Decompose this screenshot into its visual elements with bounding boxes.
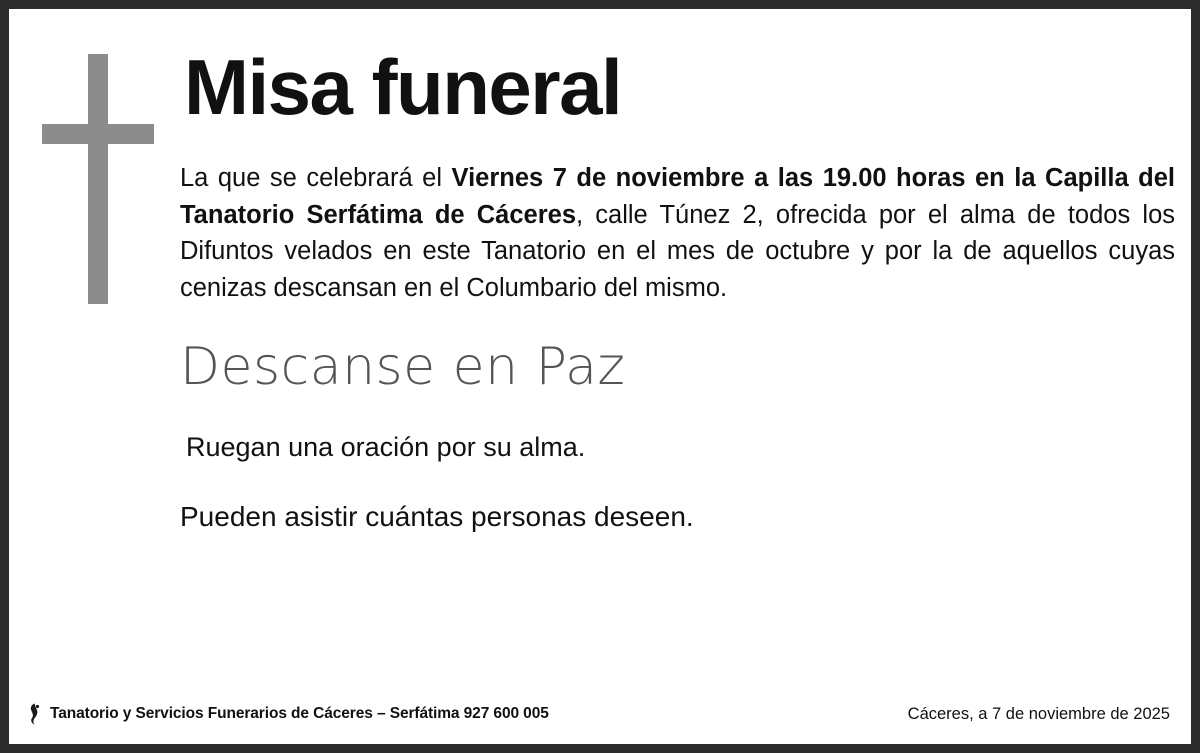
body-segment-plain-1: La que se celebrará el — [180, 164, 452, 192]
prayer-request-text: Ruegan una oración por su alma. — [186, 432, 586, 463]
cross-vertical-bar — [88, 54, 108, 304]
cross-horizontal-bar — [42, 124, 154, 144]
page-title: Misa funeral — [184, 43, 622, 131]
notice-inner-frame — [9, 9, 1191, 744]
notice-body — [180, 160, 1175, 307]
body-segment-bold: Viernes 7 de noviembre a las 19.00 horas en la Capilla del Tanatorio Serfátima de Cáceres — [180, 164, 1175, 229]
footer-company-block — [26, 702, 549, 726]
body-segment-plain-2: , calle Túnez 2, ofrecida por el alma de todos los Difuntos velados en este Tanatorio en el mes de octubre y por la de aquellos cuyas cenizas descansan en el Columbario del mismo. — [180, 200, 1175, 303]
notice-footer — [26, 699, 1170, 729]
footer-place-date: Cáceres, a 7 de noviembre de 2025 — [907, 704, 1170, 723]
cross-icon — [42, 54, 154, 304]
rest-in-peace-text: Descanse en Paz — [180, 336, 626, 397]
notice-content — [180, 43, 1175, 533]
footer-company-text: Tanatorio y Servicios Funerarios de Cáceres – Serfátima 927 600 005 — [50, 705, 549, 722]
attendance-note-text: Pueden asistir cuántas personas deseen. — [180, 501, 694, 533]
funeral-home-logo-icon — [26, 702, 43, 726]
